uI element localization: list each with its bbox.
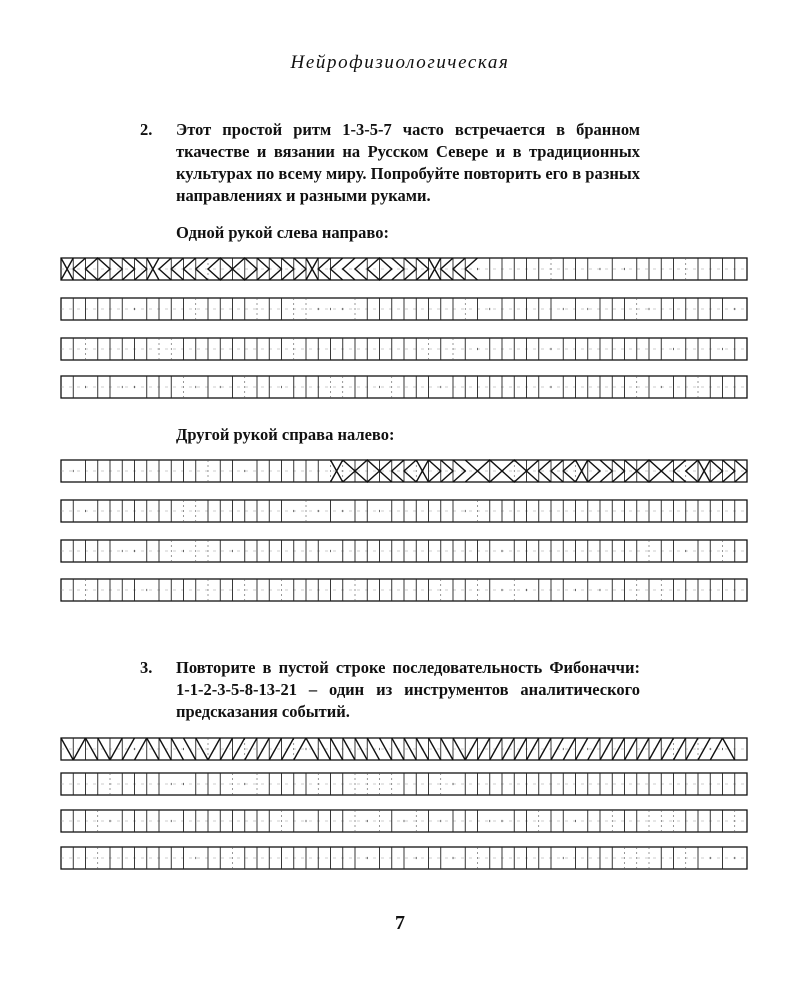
task-3-text: Повторите в пустой строке последовательность Фибоначчи: 1-1-2-3-5-8-13-21 – один из инструментов аналитического предсказания событий. bbox=[176, 658, 640, 721]
task-3-number: 3. bbox=[140, 658, 153, 677]
task-2-text: Этот простой ритм 1-3-5-7 часто встречается в бранном ткачестве и вязании на Русском Севере и в традиционных культурах по всему миру. Попробуйте повторить его в разных направлениях и разными руками. bbox=[176, 120, 640, 205]
practice-row-fib-2 bbox=[61, 810, 747, 832]
practice-row-ltr-3 bbox=[61, 376, 747, 398]
subhead-right-to-left: Другой рукой справа налево: bbox=[176, 425, 395, 444]
subhead-left-to-right: Одной рукой слева направо: bbox=[176, 223, 389, 242]
page-number: 7 bbox=[395, 912, 405, 934]
practice-row-fib-3 bbox=[61, 847, 747, 869]
fibonacci-row-sample bbox=[61, 738, 747, 760]
practice-row-rtl-2 bbox=[61, 540, 747, 562]
pattern-row-sample-rtl bbox=[61, 460, 747, 482]
task-2-number: 2. bbox=[140, 120, 153, 139]
practice-row-rtl-1 bbox=[61, 500, 747, 522]
practice-row-ltr-2 bbox=[61, 338, 747, 360]
practice-row-fib-1 bbox=[61, 773, 747, 795]
practice-row-rtl-3 bbox=[61, 579, 747, 601]
pattern-row-sample-ltr bbox=[61, 258, 747, 280]
running-head: Нейрофизиологическая bbox=[290, 52, 510, 73]
practice-row-ltr-1 bbox=[61, 298, 747, 320]
